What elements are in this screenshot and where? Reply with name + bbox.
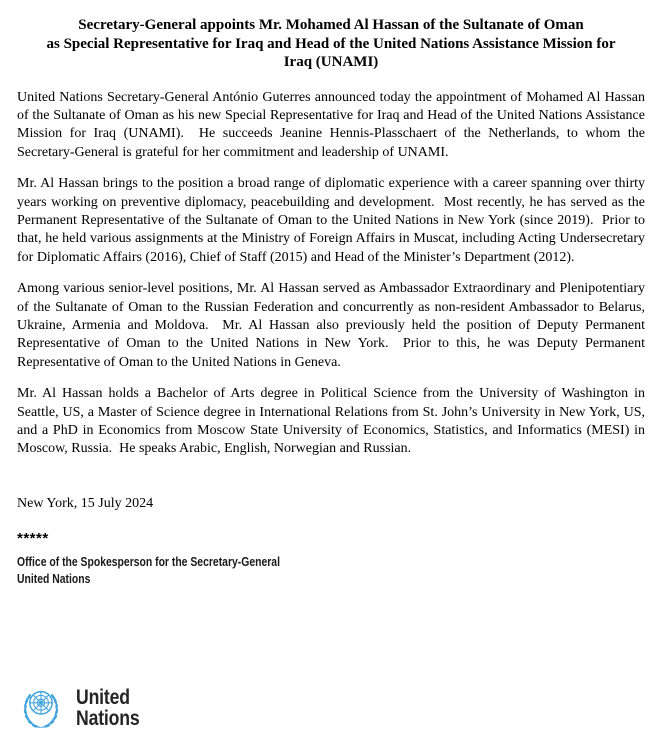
page-title xyxy=(17,16,645,72)
office-of-spokesperson-line: Office of the Spokesperson for the Secretary-General xyxy=(17,554,280,570)
office-block xyxy=(17,553,645,587)
title-line-3: Iraq (UNAMI) xyxy=(283,54,379,70)
paragraph-appointment: United Nations Secretary-General António Guterres announced today the appointment of Mohamed Al Hassan of the Sultanate of Oman as his new Special Representative for Iraq and Head of the United Nations Assistance Mission for Iraq (UNAMI). He succeeds Jeanine Hennis-Plasschaert of the Netherlands, to whom the Secretary-General is grateful for her commitment and leadership of UNAMI. xyxy=(17,89,649,160)
dateline: New York, 15 July 2024 xyxy=(17,495,154,511)
title-line-1: Secretary-General appoints Mr. Mohamed Al Hassan of the Sultanate of Oman xyxy=(78,17,584,33)
united-nations-line: United Nations xyxy=(17,571,91,587)
olive-branch-right xyxy=(41,693,58,728)
paragraph-education: Mr. Al Hassan holds a Bachelor of Arts degree in Political Science from the University of Washington in Seattle, US, a Master of Science degree in International Relations from St. John’s University in New York, US, and a PhD in Economics from Moscow State University of Economics, Statistics, and Informatics (MESI) in Moscow, Russia. He speaks Arabic, English, Norwegian and Russian. xyxy=(17,386,649,457)
un-logo xyxy=(17,684,152,732)
un-wordmark-line-1: United xyxy=(76,686,130,709)
paragraph-senior-positions: Among various senior-level positions, Mr. Al Hassan served as Ambassador Extraordinary and Plenipotentiary of the Sultanate of Oman to the Russian Federation and concurrently as non-resident Ambassador to Belarus, Ukraine, Armenia and Moldova. Mr. Al Hassan also previously held the position of Deputy Permanent Representative of Oman to the United Nations in New York. Prior to this, he was Deputy Permanent Representative of Oman to the United Nations in Geneva. xyxy=(17,281,649,370)
un-wordmark xyxy=(76,687,140,729)
paragraph-experience: Mr. Al Hassan brings to the position a broad range of diplomatic experience with a career spanning over thirty years working on preventive diplomacy, peacebuilding and development. Most recently, he has served as the Permanent Representative of the Sultanate of Oman to the United Nations in New York (since 2019). Prior to that, he held various assignments at the Ministry of Foreign Affairs in Muscat, including Acting Undersecretary for Diplomatic Affairs (2016), Chief of Staff (2015) and Head of the Minister’s Department (2012). xyxy=(17,176,649,265)
un-emblem-icon xyxy=(17,684,65,732)
un-wordmark-line-2: Nations xyxy=(76,707,140,730)
title-line-2: as Special Representative for Iraq and Head of the United Nations Assistance Mission for xyxy=(46,35,616,52)
separator-stars: ***** xyxy=(17,530,49,548)
olive-branch-left xyxy=(23,693,40,728)
